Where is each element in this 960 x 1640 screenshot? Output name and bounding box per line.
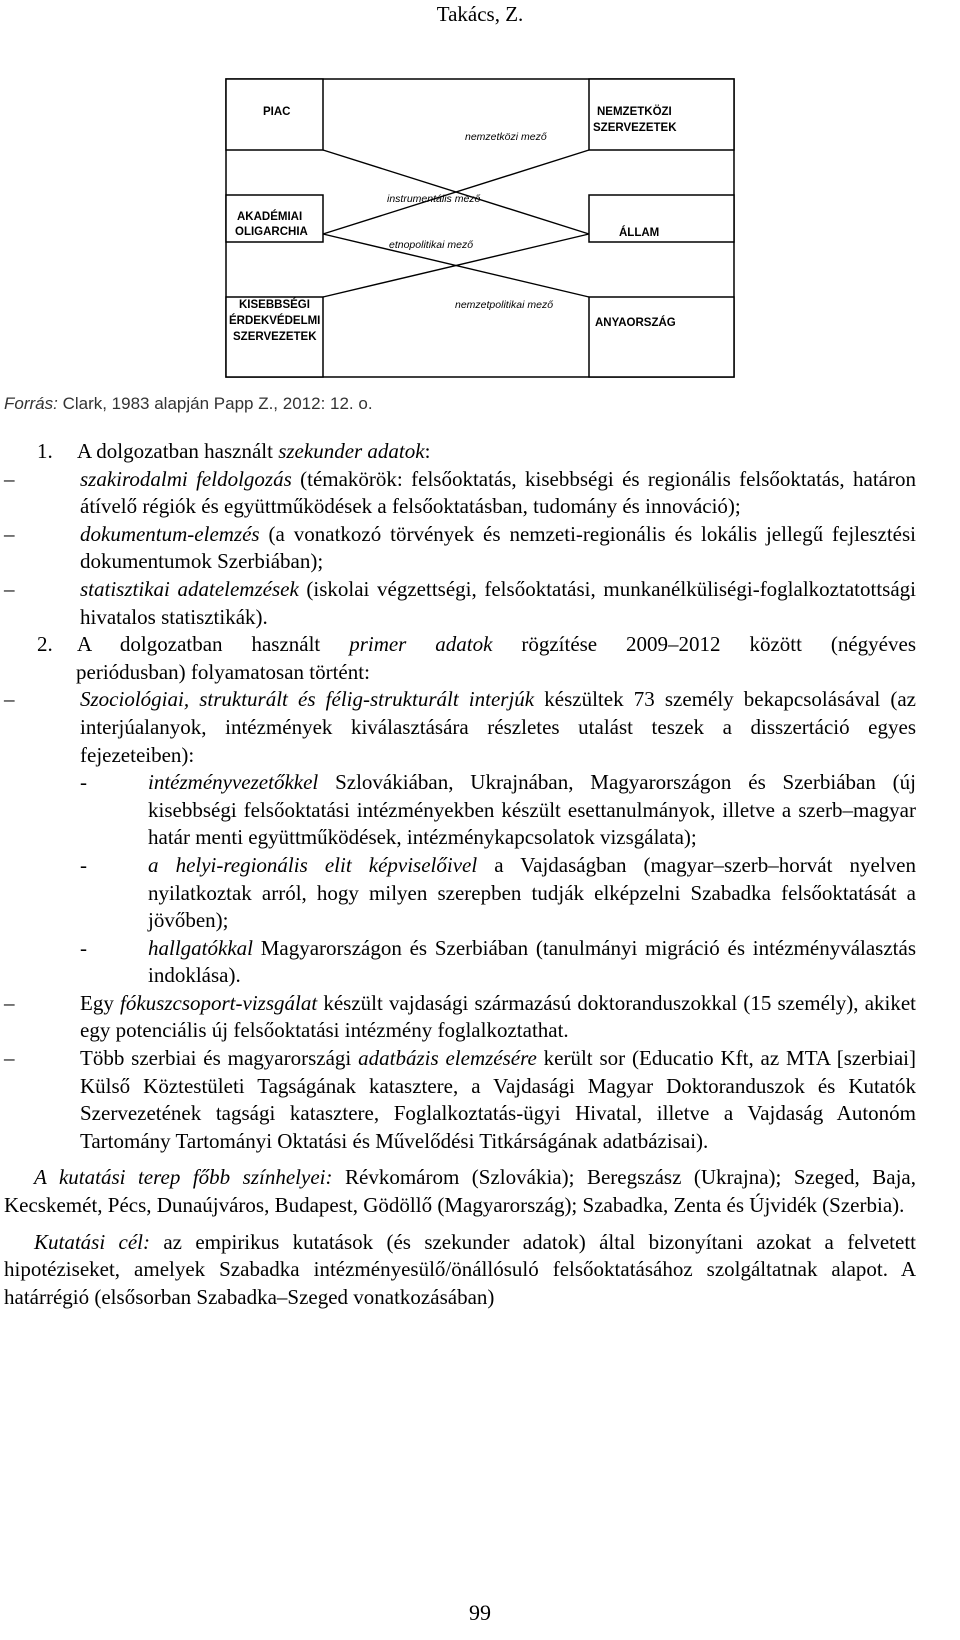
label-kisebbsegi-3: SZERVEZETEK [233, 331, 317, 343]
field-diagram [225, 78, 735, 378]
dash-text: dokumentum-elemzés (a vonatkozó törvények és nemzeti-regionális és lokális jellegű fejlesztési dokumentumok Szerbiában); [80, 521, 916, 574]
label-nemzetkozi-mezo: nemzetközi mező [465, 131, 547, 143]
dash-marker: – [4, 576, 15, 601]
dash-text: statisztikai adatelemzések (iskolai végzettségi, felsőoktatási, munkanélküliségi-foglalkoztatottsági hivatalos statisztikák). [80, 576, 916, 629]
sub-item-elit [4, 852, 916, 935]
sub-marker: - [80, 852, 87, 877]
dash-item-interjuk [4, 686, 916, 769]
sub-text: intézményvezetőkkel Szlovákiában, Ukrajnában, Magyarországon és Szerbiában (új kisebbségi felsőoktatási intézményekben készült esettanulmányok, illetve a szerb–magyar határ menti együttműködések, intézménykapcsolatok vizsgálata); [148, 770, 916, 850]
numbered-item-1 [4, 438, 916, 466]
research-goal-paragraph: Kutatási cél: az empirikus kutatások (és szekunder adatok) által bizonyítani azokat a felvetett hipotéziseket, amelyek Szabadka intézményesülő/önállósuló felsőoktatásához szolgáltatnak alapot. A határrégió (elsősorban Szabadka–Szeged vonatkozásában) [4, 1229, 917, 1309]
label-etnopolitikai-mezo: etnopolitikai mező [389, 239, 474, 251]
label-instrumentalis-mezo: instrumentális mező [387, 193, 481, 205]
label-nemzetpolitikai-mezo: nemzetpolitikai mező [455, 299, 554, 311]
dash-marker: – [4, 521, 15, 546]
dash-text: Szociológiai, strukturált és félig-strukturált interjúk készültek 73 személy bekapcsolásával (az interjúalanyok, intézmények kiválasztására részletes utalást teszek a disszertáció egyes fejezeteiben): [80, 687, 917, 767]
main-text [4, 438, 916, 1311]
label-kisebbsegi-1: KISEBBSÉGI [239, 299, 310, 311]
item-text: A dolgozatban használt primer adatok rögzítése 2009–2012 között (négyéves [77, 632, 916, 657]
box-allam [589, 195, 734, 242]
numbered-item-2-continued: periódusban) folyamatosan történt: [76, 659, 370, 684]
label-nemzetkozi-1: NEMZETKÖZI [597, 106, 672, 118]
label-allam: ÁLLAM [619, 227, 660, 239]
running-header [0, 2, 960, 26]
label-piac: PIAC [263, 106, 291, 118]
box-anyaorszag [589, 297, 734, 377]
dash-item-statisztika [4, 576, 916, 631]
item-text: A dolgozatban használt szekunder adatok: [77, 439, 431, 463]
item-number: 1. [37, 439, 53, 463]
dash-marker: – [4, 687, 15, 712]
label-anyaorszag: ANYAORSZÁG [595, 317, 676, 329]
item-number: 2. [37, 632, 53, 657]
label-nemzetkozi-2: SZERVEZETEK [593, 122, 677, 134]
source-text: Clark, 1983 alapján Papp Z., 2012: 12. o. [57, 394, 373, 413]
page-number [0, 1600, 960, 1626]
sub-item-intezmenyvezetok [4, 769, 916, 852]
dash-marker: – [4, 990, 15, 1015]
label-kisebbsegi-2: ÉRDEKVÉDELMI [229, 315, 321, 327]
dash-item-szakirodalom [4, 466, 916, 521]
sub-item-hallgatok [4, 935, 916, 990]
source-label: Forrás: [4, 394, 58, 413]
research-sites-paragraph: A kutatási terep főbb színhelyei: Révkomárom (Szlovákia); Beregszász (Ukrajna); Szeged, Baja, Kecskemét, Pécs, Dunaújváros, Budapest, Gödöllő (Magyarország); Szabadka, Zenta és Újvidék (Szerbia). [4, 1165, 916, 1218]
field-diagram-svg [225, 78, 735, 378]
sub-marker: - [80, 770, 87, 795]
dash-item-adatbazis [4, 1045, 916, 1155]
header-author: Takács, Z. [436, 2, 524, 26]
dash-item-dokumentum [4, 521, 916, 576]
figure-source [4, 394, 373, 414]
page-number-text: 99 [469, 1600, 491, 1625]
numbered-item-2 [4, 631, 916, 659]
label-akademiai-2: OLIGARCHIA [235, 226, 308, 238]
dash-marker: – [4, 1046, 15, 1071]
sub-text: hallgatókkal Magyarországon és Szerbiában (tanulmányi migráció és intézményválasztás indoklása). [148, 935, 916, 988]
sub-marker: - [80, 935, 87, 960]
dash-text: szakirodalmi feldolgozás (témakörök: felsőoktatás, kisebbségi és regionális felsőoktatás, határon átívelő régiók és együttműködések a felsőoktatásban, tudomány és innováció); [80, 466, 916, 519]
label-akademiai-1: AKADÉMIAI [237, 211, 303, 223]
dash-item-fokuszcsoport [4, 990, 916, 1045]
dash-text: Egy fókuszcsoport-vizsgálat készült vajdasági származású doktoranduszokkal (15 személy), akiket egy potenciális új felsőoktatási intézmény foglalkoztathat. [80, 990, 917, 1043]
dash-marker: – [4, 466, 15, 491]
dash-text: Több szerbiai és magyarországi adatbázis elemzésére került sor (Educatio Kft, az MTA [szerbiai] Külső Köztestületi Tagságának katasztere, a Vajdasági Magyar Doktoranduszok és Kutatók Szervezetének tagsági katasztere, Foglalkoztatás-ügyi Hivatal, illetve a Vajdaság Autonóm Tartomány Tartományi Oktatási és Művelődési Titkárságának adatbázisai). [80, 1046, 916, 1153]
sub-text: a helyi-regionális elit képviselőivel a Vajdaságban (magyar–szerb–horvát nyelven nyilatkoztak arról, hogy milyen szerepben tudják elképzelni Szabadka felsőoktatását a jövőben); [148, 852, 916, 933]
